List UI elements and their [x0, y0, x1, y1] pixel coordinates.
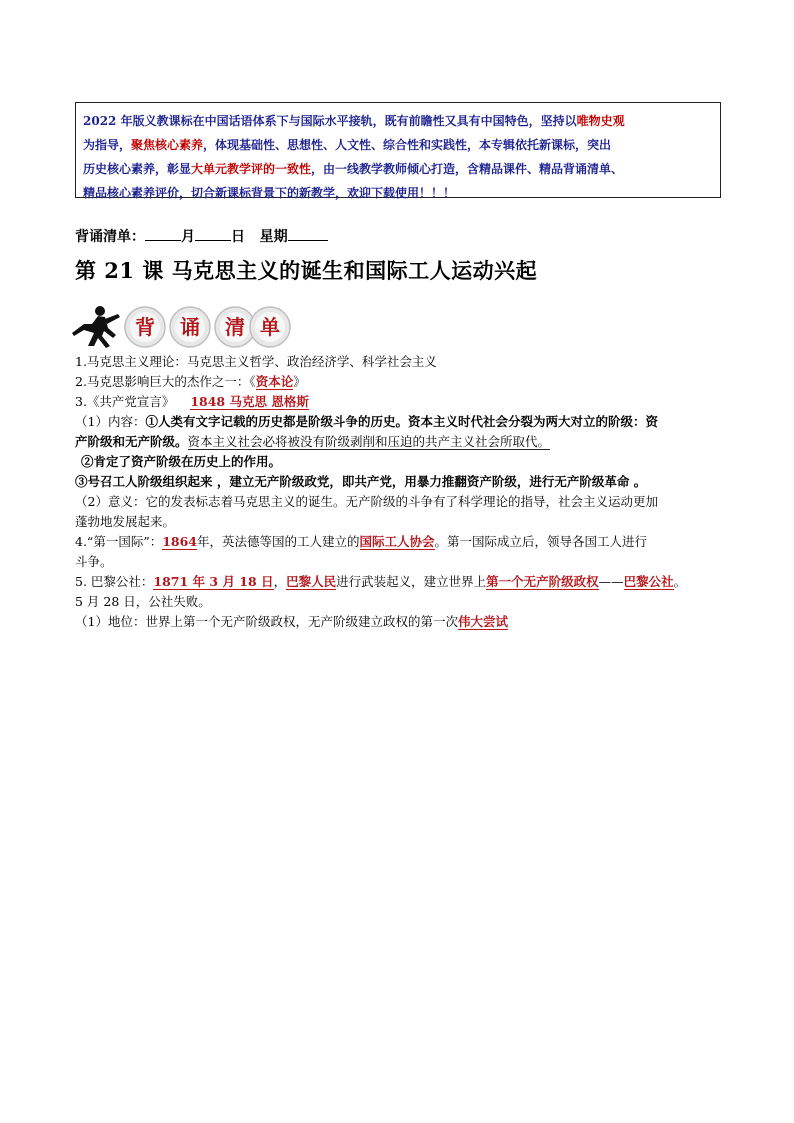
- week-blank[interactable]: [288, 226, 328, 241]
- intro-text: 2022 年版义教课标在中国话语体系下与国际水平接轨，既有前瞻性又具有中国特色，坚持以: [83, 114, 577, 128]
- item-2: [75, 372, 725, 392]
- month-blank[interactable]: [145, 226, 181, 241]
- intro-text: 为指导，: [83, 138, 132, 152]
- item-text: 进行武装起义，建立世界上: [336, 574, 487, 589]
- item-text: 。: [673, 574, 687, 589]
- recite-list-banner: [72, 302, 292, 350]
- answer-text: 1871 年 3 月 18 日: [153, 574, 274, 589]
- item-5: [75, 572, 725, 592]
- day-label: 日: [231, 229, 245, 245]
- lesson-title: 第 21 课 马克思主义的诞生和国际工人运动兴起: [75, 258, 538, 283]
- intro-line-1: [83, 109, 713, 133]
- month-label: 月: [181, 229, 195, 245]
- answer-text: 1848 马克思 恩格斯: [190, 394, 309, 409]
- recite-date-line: [75, 226, 328, 247]
- intro-line-4: [83, 181, 713, 205]
- content-point-1-cont: [75, 432, 725, 452]
- recite-content: [75, 352, 725, 632]
- item-1: 1.马克思主义理论：马克思主义哲学、政治经济学、科学社会主义: [75, 354, 437, 369]
- significance-line-2: 蓬勃地发展起来。: [75, 514, 176, 529]
- item-3: [75, 392, 725, 412]
- item-text: 。第一国际成立后，领导各国工人进行: [434, 534, 648, 549]
- item-text: 》: [293, 374, 306, 389]
- item-text: 年，英法德等国的工人建立的: [197, 534, 360, 549]
- week-label: 星期: [259, 229, 288, 245]
- item-text: （1）地位：世界上第一个无产阶级政权，无产阶级建立政权的第一次: [75, 614, 458, 629]
- answer-text: 1864: [162, 534, 198, 549]
- item-5-cont: 5 月 28 日，公社失败。: [75, 594, 211, 609]
- item-text: 4.“第一国际”：: [75, 534, 163, 549]
- intro-highlight: 唯物史观: [576, 114, 625, 128]
- banner-char-1: 背: [135, 315, 155, 339]
- item-text: 2.马克思影响巨大的杰作之一：《: [75, 374, 256, 389]
- banner-circle-2: [170, 307, 210, 347]
- answer-text: 伟大尝试: [457, 614, 508, 629]
- intro-highlight: 聚焦: [131, 138, 156, 152]
- banner-char-3: 清: [225, 315, 245, 339]
- item-text: 3.《共产党宣言》: [75, 394, 175, 409]
- item-text: 5. 巴黎公社：: [75, 574, 154, 589]
- banner-circle-3: [215, 307, 255, 347]
- item-text: （1）内容：: [75, 414, 146, 429]
- intro-text: ，体现基础性、思想性、人文性、综合性和实践性，本专辑依托新课标，突出: [203, 138, 612, 152]
- day-blank[interactable]: [195, 226, 231, 241]
- martial-arts-figure-icon: [72, 306, 120, 348]
- item-text: ——: [598, 574, 624, 589]
- position-point: [75, 612, 725, 632]
- intro-box: [75, 102, 721, 198]
- banner-circle-1: [125, 307, 165, 347]
- intro-line-3: [83, 157, 713, 181]
- answer-text: 巴黎人民: [286, 574, 337, 589]
- significance-line-1: （2）意义：它的发表标志着马克思主义的诞生。无产阶级的斗争有了科学理论的指导，社会主义运动更加: [75, 494, 658, 509]
- intro-highlight: 核心素养: [155, 138, 204, 152]
- item-4-cont: 斗争。: [75, 554, 113, 569]
- item-text: ，: [273, 574, 287, 589]
- recite-label: 背诵清单：: [75, 229, 145, 245]
- key-text: ①人类有文字记载的历史都是阶级斗争的历史。资本主义时代社会分裂为两大对立的阶级：资: [145, 414, 658, 429]
- intro-text: ，由一线教学教师倾心打造，含精品课件、精品背诵清单、: [311, 162, 624, 176]
- key-text: 产阶级和无产阶级。: [75, 434, 188, 449]
- underlined-text: 资本主义社会必将被没有阶级剥削和压迫的共产主义社会所取代。: [187, 434, 551, 449]
- answer-text: 巴黎公社: [623, 574, 674, 589]
- banner-char-4: 单: [260, 315, 280, 339]
- intro-line-2: [83, 133, 713, 157]
- answer-text: 国际工人协会: [359, 534, 435, 549]
- banner-circle-4: [250, 307, 290, 347]
- intro-text: 精品核心素养评价，切合新课标背景下的新教学，欢迎下载使用！！！: [83, 186, 456, 200]
- content-point-3: ③号召工人阶级组织起来 ，建立无产阶级政党，即共产党，用暴力推翻资产阶级，进行无产阶级革命 。: [75, 474, 647, 489]
- banner-char-2: 诵: [180, 315, 200, 339]
- intro-text: 历史核心素养，彰显: [83, 162, 192, 176]
- item-4: [75, 532, 725, 552]
- content-point-2: ②肯定了资产阶级在历史上的作用。: [81, 454, 282, 469]
- answer-text: 第一个无产阶级政权: [486, 574, 599, 589]
- intro-highlight: 大单元教学评的一致性: [191, 162, 312, 176]
- answer-text: 资本论: [255, 374, 294, 389]
- content-point-1: [75, 412, 725, 432]
